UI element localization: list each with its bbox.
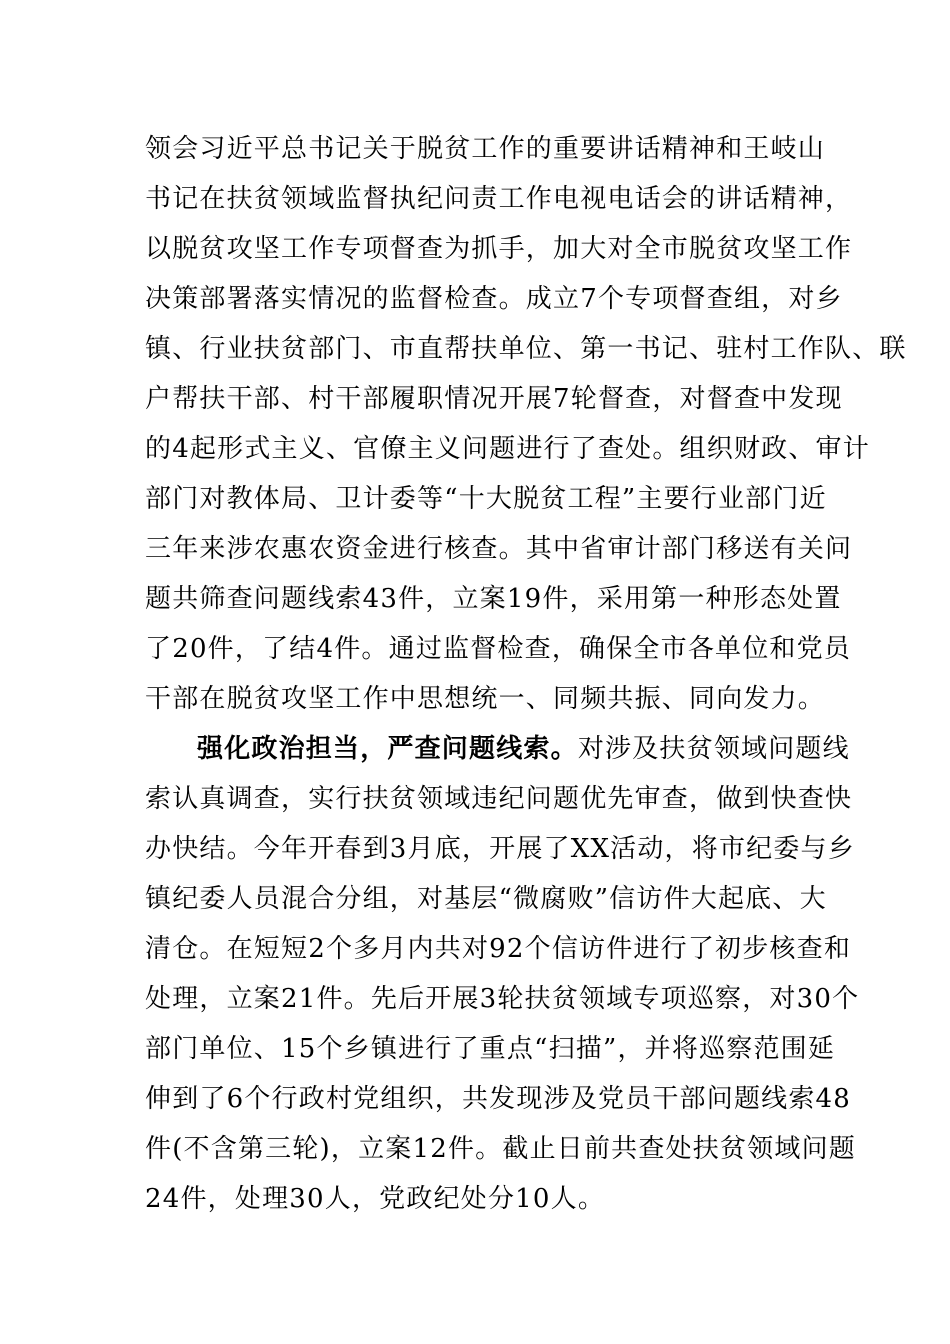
paragraph-line: 了20件，了结4件。通过监督检查，确保全市各单位和党员 (145, 634, 852, 664)
paragraph-line: 部门单位、15个乡镇进行了重点“扫描”，并将巡察范围延 (145, 1034, 836, 1064)
paragraph-line: 伸到了6个行政村党组织，共发现涉及党员干部问题线索48 (145, 1084, 852, 1114)
paragraph-heading: 强化政治担当，严查问题线索。 (197, 734, 578, 764)
paragraph-line: 领会习近平总书记关于脱贫工作的重要讲话精神和王岐山 (145, 134, 826, 164)
paragraph-line: 干部在脱贫攻坚工作中思想统一、同频共振、同向发力。 (145, 684, 826, 714)
paragraph-line: 办快结。今年开春到3月底，开展了XX活动，将市纪委与乡 (145, 834, 855, 864)
paragraph-line: 索认真调查，实行扶贫领域违纪问题优先审查，做到快查快 (145, 784, 853, 814)
paragraph-line: 镇纪委人员混合分组，对基层“微腐败”信访件大起底、大 (145, 884, 827, 914)
paragraph-line: 处理，立案21件。先后开展3轮扶贫领域专项巡察，对30个 (145, 984, 860, 1014)
paragraph-line: 24件，处理30人，党政纪处分10人。 (145, 1184, 606, 1214)
paragraph-line: 户帮扶干部、村干部履职情况开展7轮督查，对督查中发现 (145, 384, 843, 414)
paragraph-line: 以脱贫攻坚工作专项督查为抓手，加大对全市脱贫攻坚工作 (145, 234, 853, 264)
paragraph-line: 件(不含第三轮)，立案12件。截止日前共查处扶贫领域问题 (145, 1134, 856, 1164)
paragraph-line: 镇、行业扶贫部门、市直帮扶单位、第一书记、驻村工作队、联 (145, 334, 907, 364)
paragraph-line: 题共筛查问题线索43件，立案19件，采用第一种形态处置 (145, 584, 842, 614)
paragraph-line: 决策部署落实情况的监督检查。成立7个专项督查组，对乡 (145, 284, 843, 314)
paragraph-line: 的4起形式主义、官僚主义问题进行了查处。组织财政、审计 (145, 434, 870, 464)
paragraph-first-line-text: 对涉及扶贫领域问题线 (577, 734, 850, 764)
paragraph-line: 书记在扶贫领域监督执纪问责工作电视电话会的讲话精神， (145, 184, 853, 214)
paragraph-line: 清仓。在短短2个多月内共对92个信访件进行了初步核查和 (145, 934, 852, 964)
paragraph-line: 部门对教体局、卫计委等“十大脱贫工程”主要行业部门近 (145, 484, 827, 514)
paragraph-first-line (145, 724, 850, 774)
paragraph-line: 三年来涉农惠农资金进行核查。其中省审计部门移送有关问 (145, 534, 853, 564)
